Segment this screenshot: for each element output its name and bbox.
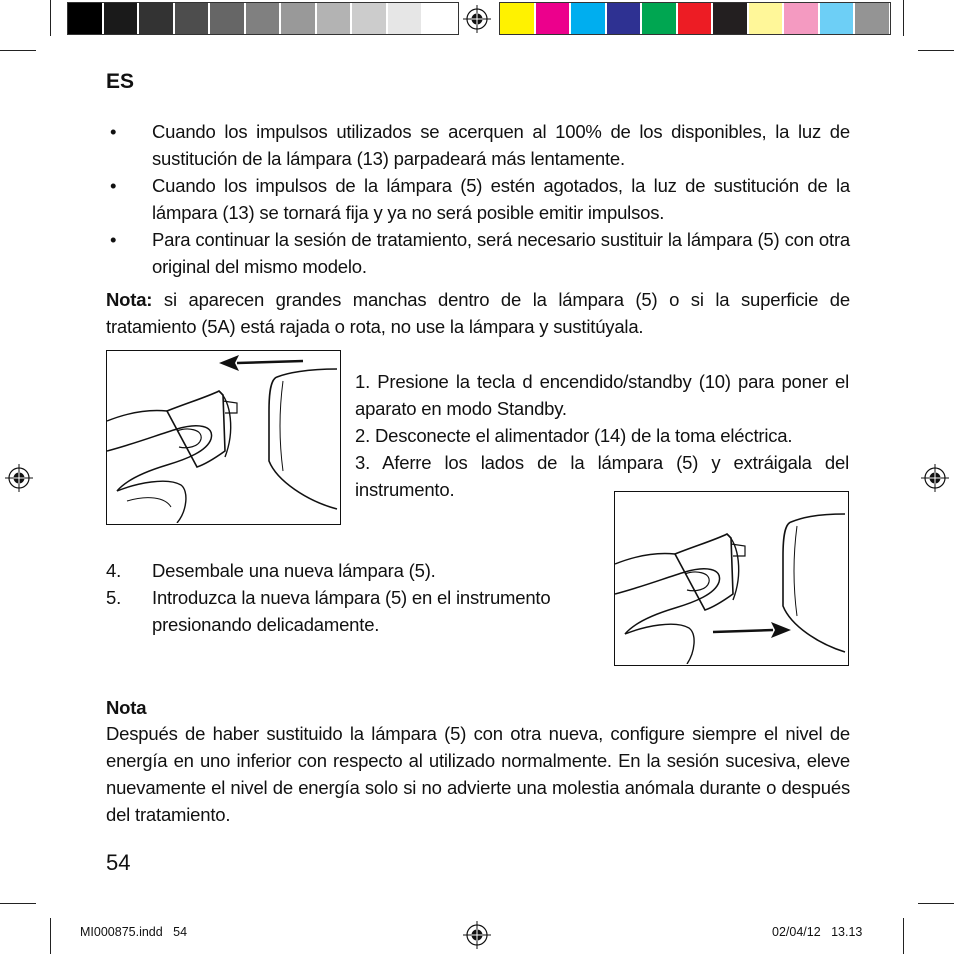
bullet-list	[106, 118, 850, 280]
crop-mark	[918, 50, 954, 51]
note-paragraph: Después de haber sustituido la lámpara (5) con otra nueva, configure siempre el nivel de energía en uno inferior con respecto al utilizado normalmente. En la sesión sucesiva, eleve nuevamente el nivel de energía solo si no advierte una molestia anómala durante o después del tratamiento.	[106, 723, 850, 825]
crop-mark	[903, 0, 904, 36]
step-number: 4.	[106, 560, 122, 581]
language-label: ES	[106, 70, 135, 93]
crop-mark	[903, 918, 904, 954]
bullet-marker: •	[110, 175, 117, 196]
step-item: 3. Aferre los lados de la lámpara (5) y extráigala del instrumento.	[355, 452, 849, 500]
registration-mark-icon	[462, 920, 492, 950]
bullet-item	[106, 226, 850, 280]
step-text: Desembale una nueva lámpara (5).	[152, 560, 436, 581]
footer-date-info: 02/04/12 13.13	[772, 925, 863, 939]
registration-mark-icon	[462, 4, 492, 34]
steps-list-a	[355, 368, 849, 503]
crop-mark	[0, 903, 36, 904]
crop-mark	[50, 918, 51, 954]
registration-mark-icon	[920, 463, 950, 493]
crop-mark	[918, 903, 954, 904]
bullet-item	[106, 172, 850, 226]
steps-list-b	[106, 557, 606, 638]
lamp-removal-illustration	[106, 350, 341, 525]
step-number: 5.	[106, 587, 122, 608]
note-text: si aparecen grandes manchas dentro de la lámpara (5) o si la superficie de tratamiento (5A) está rajada o rota, no use la lámpara y sustitúyala.	[106, 289, 850, 337]
step-item: 1. Presione la tecla d encendido/standby (10) para poner el aparato en modo Standby.	[355, 371, 849, 419]
gray-swatch-frame	[67, 2, 459, 35]
page-number: 54	[106, 850, 131, 875]
footer-file-info: MI000875.indd 54	[80, 925, 188, 939]
bullet-text: Cuando los impulsos de la lámpara (5) estén agotados, la luz de sustitución de la lámpara (13) se tornará fija y ya no será posible emitir impulsos.	[152, 175, 850, 223]
crop-mark	[50, 0, 51, 36]
registration-mark-icon	[4, 463, 34, 493]
crop-mark	[0, 50, 36, 51]
step-item	[106, 557, 606, 584]
bullet-marker: •	[110, 121, 117, 142]
step-item	[106, 584, 606, 638]
bullet-item	[106, 118, 850, 172]
hand-lamp-insertion-icon	[615, 492, 847, 664]
color-swatch-frame	[499, 2, 891, 35]
bullet-text: Cuando los impulsos utilizados se acerquen al 100% de los disponibles, la luz de sustitución de la lámpara (13) parpadeará más lentamente.	[152, 121, 850, 169]
lamp-insertion-illustration	[614, 491, 849, 666]
note-paragraph	[106, 286, 850, 340]
note-label: Nota:	[106, 289, 153, 310]
bullet-marker: •	[110, 229, 117, 250]
step-item: 2. Desconecte el alimentador (14) de la toma eléctrica.	[355, 425, 793, 446]
bullet-text: Para continuar la sesión de tratamiento, será necesario sustituir la lámpara (5) con otra original del mismo modelo.	[152, 229, 850, 277]
note-title: Nota	[106, 697, 147, 718]
step-text: Introduzca la nueva lámpara (5) en el instrumento presionando delicadamente.	[152, 587, 551, 635]
hand-lamp-removal-icon	[107, 351, 339, 523]
